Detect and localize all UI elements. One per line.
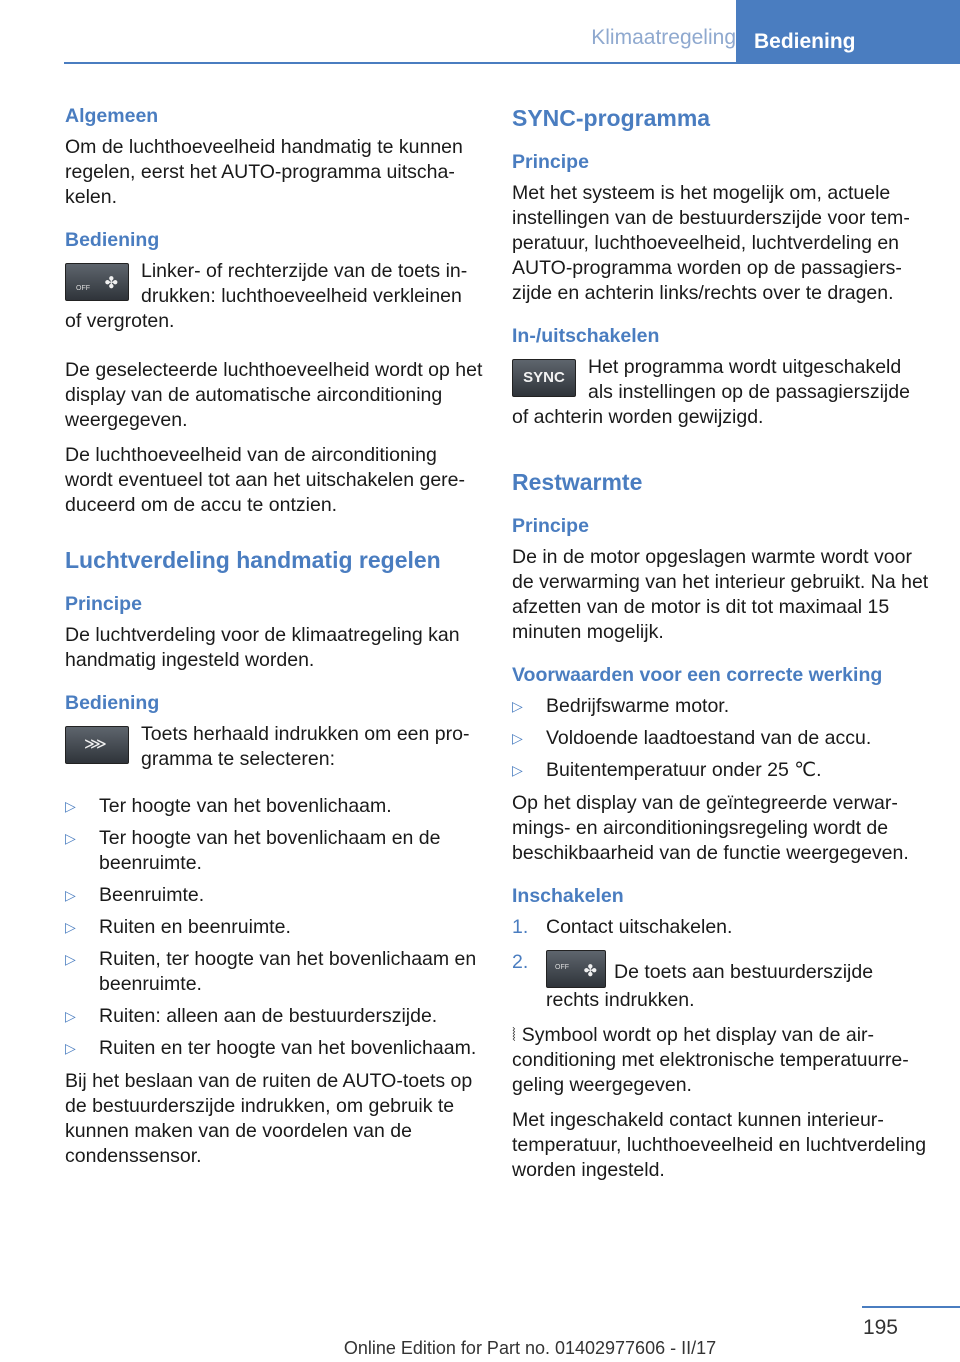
heading-principe-restwarmte: Principe: [512, 515, 589, 537]
display-text: Op het display van de geïntegreerde verwarmings- en airconditioningsregeling wordt de beschikbaarheid van de functie weergegeven.: [512, 792, 909, 864]
fan-off-label: OFF: [76, 285, 90, 292]
step-number: 1.: [512, 916, 529, 938]
list-item: ▷ Ruiten: alleen aan de bestuurderszijde.: [65, 1005, 438, 1027]
para-display: De geselecteerde luchthoeveelheid wordt op het display van de automatische airconditioning weergegeven.: [65, 359, 483, 431]
bediening-2-text: Toets herhaald indrukken om een programma te selecteren:: [141, 723, 470, 770]
heading-principe-sync: Principe: [512, 151, 589, 173]
triangle-bullet-icon: ▷: [65, 1008, 76, 1024]
sync-button-image: [512, 359, 576, 397]
air-distribution-icon: ⋙: [84, 736, 107, 753]
list-item: ▷ Ruiten, ter hoogte van het bovenlichaam en beenruimte.: [65, 948, 477, 995]
final-text: Met ingeschakeld contact kunnen interieurtemperatuur, luchthoeveelheid en luchtverdeling worden ingesteld.: [512, 1109, 927, 1181]
list-item: ▷ Beenruimte.: [65, 884, 205, 906]
footer-rule: [862, 1306, 960, 1308]
steps-list: [512, 915, 930, 1013]
page-header: [64, 0, 960, 64]
residual-heat-icon: ⦚: [512, 1025, 516, 1045]
principe-left-text: De luchtverdeling voor de klimaatregeling kan handmatig ingesteld worden.: [65, 624, 460, 671]
triangle-bullet-icon: ▷: [65, 830, 76, 846]
left-column: [65, 100, 483, 1179]
in-uitschakelen-text: Het programma wordt uitgeschakeld als instellingen op de passagierszijde of achterin worden gewijzigd.: [512, 356, 910, 428]
list-item: ▷ Bedrijfswarme motor.: [512, 695, 730, 717]
fan-speed-button-image: [65, 263, 129, 301]
step-item: 1. Contact uitschakelen.: [512, 916, 733, 938]
list-item: ▷ Buitentemperatuur onder 25 ℃.: [512, 759, 822, 781]
triangle-bullet-icon: ▷: [512, 698, 523, 714]
fan-off-label: OFF: [555, 964, 569, 971]
right-column: [512, 100, 930, 1193]
triangle-bullet-icon: ▷: [65, 919, 76, 935]
air-distribution-list: [65, 794, 483, 1061]
para-accu: De luchthoeveelheid van de airconditioning wordt eventueel tot aan het uitschakelen gereduceerd om de accu te ontzien.: [65, 444, 466, 516]
algemeen-text: Om de luchthoeveelheid handmatig te kunnen regelen, eerst het AUTO-programma uitschakelen.: [65, 136, 463, 208]
heading-sync: SYNC-programma: [512, 105, 711, 131]
list-item: ▷ Ruiten en ter hoogte van het bovenlichaam.: [65, 1037, 477, 1059]
heading-bediening-1: Bediening: [65, 229, 160, 251]
fan-icon: ✤: [583, 963, 597, 980]
heading-algemeen: Algemeen: [65, 105, 159, 127]
list-item: ▷ Ter hoogte van het bovenlichaam.: [65, 795, 392, 817]
triangle-bullet-icon: ▷: [65, 887, 76, 903]
heading-bediening-2: Bediening: [65, 692, 160, 714]
list-item: ▷ Voldoende laadtoestand van de accu.: [512, 727, 872, 749]
page-number: 195: [862, 1316, 898, 1339]
list-item: ▷ Ruiten en beenruimte.: [65, 916, 291, 938]
triangle-bullet-icon: ▷: [512, 762, 523, 778]
step-item: 2. OFF ✤ De toets aan bestuurderszijde rechts indrukken.: [512, 951, 874, 1011]
sync-button-block: [512, 355, 930, 440]
section-tab-klimaatregeling[interactable]: Klimaatregeling: [591, 26, 736, 49]
principe-sync-text: Met het systeem is het mogelijk om, actuele instellingen van de bestuurderszijde voor temperatuur, luchthoeveelheid, luchtverdeling en AUTO-programma worden op de passagierszijde en achterin links/rechts over te dragen.: [512, 182, 910, 304]
triangle-bullet-icon: ▷: [512, 730, 523, 746]
principe-restwarmte-text: De in de motor opgeslagen warmte wordt voor de verwarming van het interieur gebruikt. Na het afzetten van de motor is dit tot maximaal 15 minuten mogelijk.: [512, 546, 929, 643]
section-tab-bediening[interactable]: Bediening: [736, 0, 960, 62]
heading-inschakelen: Inschakelen: [512, 885, 624, 907]
list-item: ▷ Ter hoogte van het bovenlichaam en de beenruimte.: [65, 827, 441, 874]
sync-button-label: SYNC: [523, 369, 565, 386]
symbol-text: ⦚ Symbool wordt op het display van de airconditioning met elektronische temperatuurregeling weergegeven.: [512, 1024, 909, 1096]
heading-luchtverdeling: Luchtverdeling handmatig regelen: [65, 547, 441, 573]
fan-icon: ✤: [104, 275, 118, 292]
footer-edition: Online Edition for Part no. 01402977606 - II/17: [343, 1338, 717, 1358]
airflow-button-block: [65, 722, 483, 782]
heading-in-uitschakelen: In-/uitschakelen: [512, 325, 660, 347]
fan-button-block: [65, 259, 483, 344]
heading-restwarmte: Restwarmte: [512, 469, 643, 495]
fan-button-inline-image: [546, 950, 606, 988]
triangle-bullet-icon: ▷: [65, 1040, 76, 1056]
conditions-list: [512, 694, 930, 783]
heading-voorwaarden: Voorwaarden voor een correcte werking: [512, 664, 883, 686]
heading-principe-left: Principe: [65, 593, 142, 615]
closing-text: Bij het beslaan van de ruiten de AUTO-toets op de bestuurderszijde indrukken, om gebruik te kunnen maken van de voordelen van de condenssensor.: [65, 1070, 473, 1167]
step-number: 2.: [512, 951, 529, 973]
triangle-bullet-icon: ▷: [65, 951, 76, 967]
triangle-bullet-icon: ▷: [65, 798, 76, 814]
air-distribution-button-image: [65, 726, 129, 764]
bediening-1-text: Linker- of rechterzijde van de toets indrukken: luchthoeveelheid verkleinen of vergroten.: [65, 260, 468, 332]
